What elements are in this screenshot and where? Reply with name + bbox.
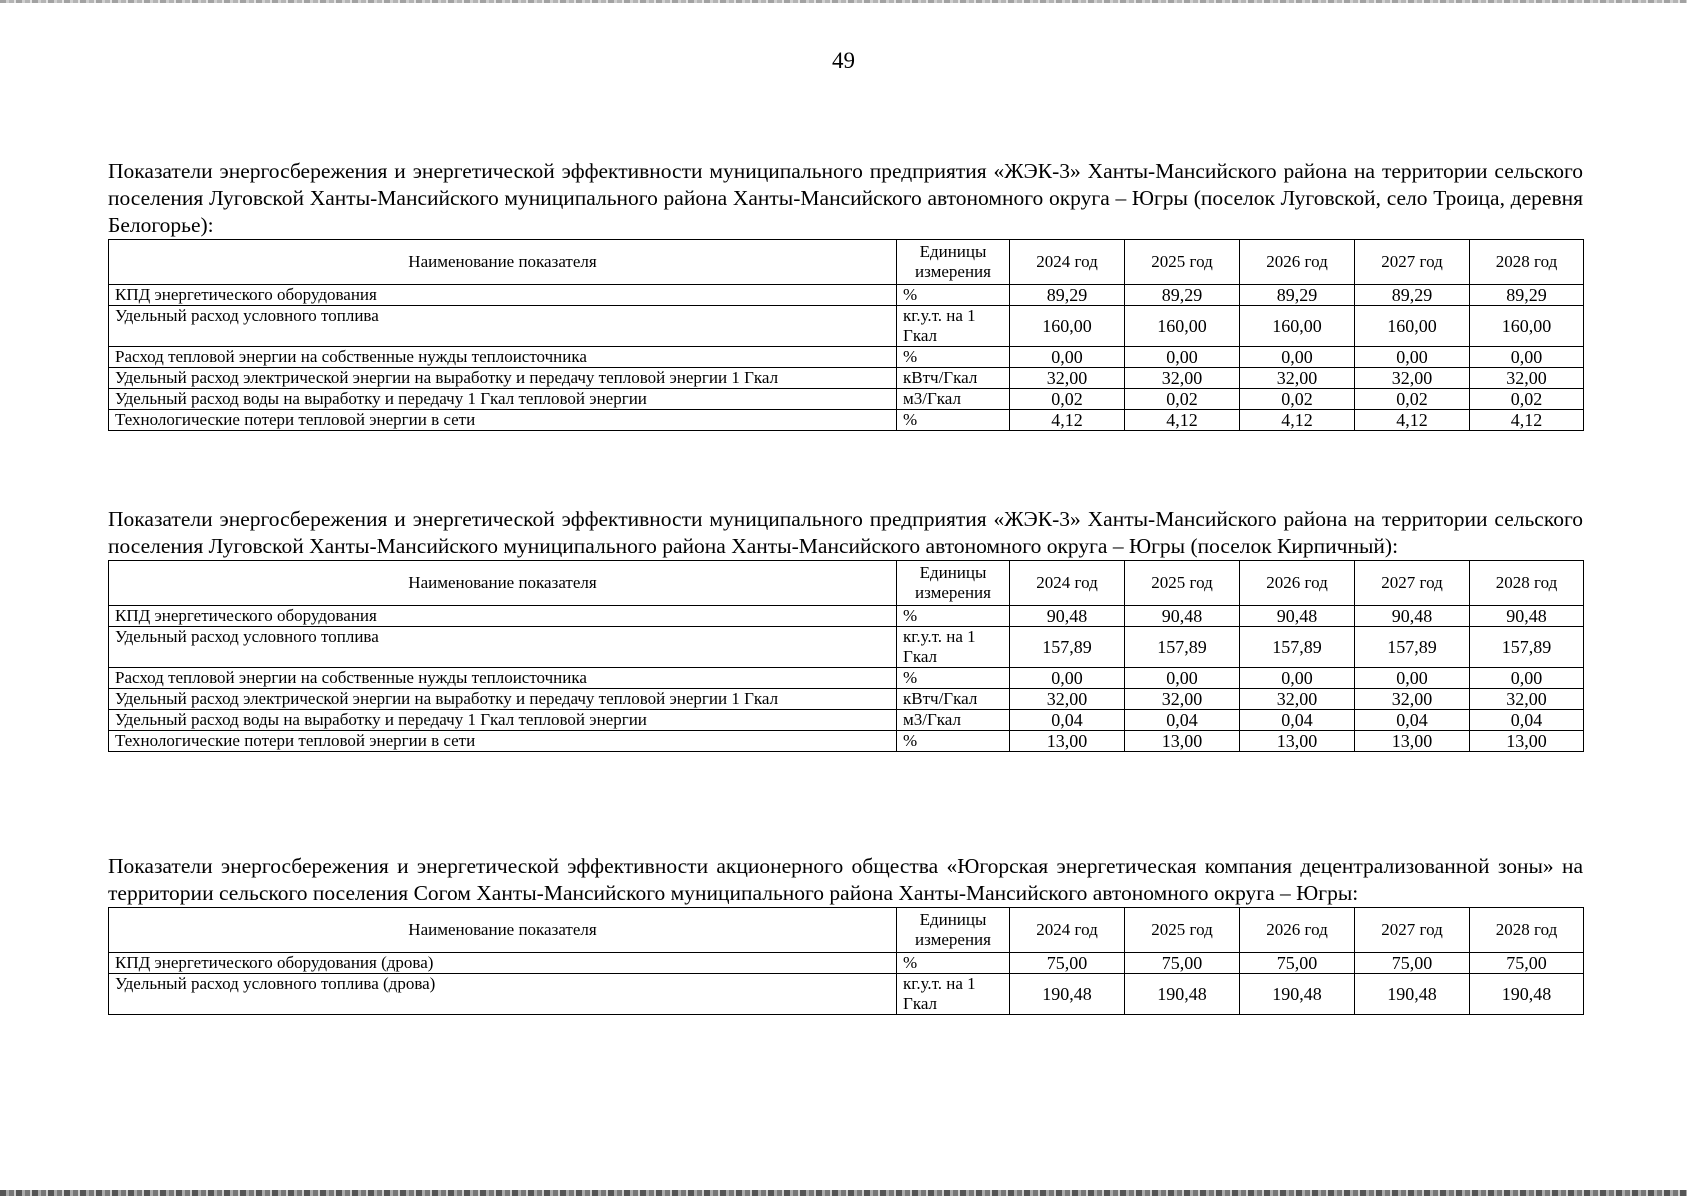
value-2024: 32,00	[1010, 689, 1125, 710]
value-2024: 32,00	[1010, 368, 1125, 389]
indicator-name: Удельный расход воды на выработку и передачу 1 Гкал тепловой энергии	[109, 710, 897, 731]
header-year: 2024 год	[1010, 908, 1125, 953]
value-2024: 0,04	[1010, 710, 1125, 731]
section-3	[108, 853, 1583, 1015]
table-row	[109, 731, 1584, 752]
indicator-name: КПД энергетического оборудования	[109, 606, 897, 627]
value-2028: 75,00	[1470, 953, 1584, 974]
section-caption: Показатели энергосбережения и энергетической эффективности муниципального предприятия «ЖЭК-3» Ханты-Мансийского района на территории сельского поселения Луговской Ханты-Мансийского муниципального района Ханты-Мансийского автономного округа – Югры (поселок Кирпичный):	[108, 507, 1583, 558]
header-year: 2024 год	[1010, 240, 1125, 285]
table-row	[109, 668, 1584, 689]
value-2026: 157,89	[1240, 627, 1355, 668]
value-2028: 32,00	[1470, 689, 1584, 710]
value-2026: 160,00	[1240, 306, 1355, 347]
indicator-name: Удельный расход условного топлива	[109, 306, 897, 347]
section-caption: Показатели энергосбережения и энергетической эффективности акционерного общества «Югорская энергетическая компания децентрализованной зоны» на территории сельского поселения Согом Ханты-Мансийского муниципального района Ханты-Мансийского автономного округа – Югры:	[108, 854, 1583, 905]
value-2026: 32,00	[1240, 689, 1355, 710]
value-2027: 160,00	[1355, 306, 1470, 347]
value-2024: 0,00	[1010, 347, 1125, 368]
value-2025: 190,48	[1125, 974, 1240, 1015]
table-row	[109, 410, 1584, 431]
header-name: Наименование показателя	[109, 561, 897, 606]
value-2026: 0,02	[1240, 389, 1355, 410]
indicator-name: Удельный расход условного топлива (дрова)	[109, 974, 897, 1015]
indicator-name: Технологические потери тепловой энергии в сети	[109, 731, 897, 752]
indicators-table	[108, 907, 1584, 1015]
value-2025: 0,02	[1125, 389, 1240, 410]
header-year: 2026 год	[1240, 240, 1355, 285]
value-2028: 0,02	[1470, 389, 1584, 410]
value-2028: 89,29	[1470, 285, 1584, 306]
indicator-unit: кВтч/Гкал	[897, 689, 1010, 710]
value-2027: 0,00	[1355, 347, 1470, 368]
page-number: 49	[832, 48, 855, 73]
value-2026: 0,04	[1240, 710, 1355, 731]
value-2027: 89,29	[1355, 285, 1470, 306]
value-2028: 13,00	[1470, 731, 1584, 752]
indicator-unit: %	[897, 731, 1010, 752]
table-row	[109, 368, 1584, 389]
value-2024: 157,89	[1010, 627, 1125, 668]
value-2026: 13,00	[1240, 731, 1355, 752]
indicator-name: Удельный расход электрической энергии на выработку и передачу тепловой энергии 1 Гкал	[109, 689, 897, 710]
header-unit: Единицы измерения	[897, 908, 1010, 953]
value-2027: 32,00	[1355, 368, 1470, 389]
indicator-unit: кг.у.т. на 1 Гкал	[897, 306, 1010, 347]
table-row	[109, 347, 1584, 368]
value-2025: 90,48	[1125, 606, 1240, 627]
indicator-unit: %	[897, 410, 1010, 431]
value-2028: 157,89	[1470, 627, 1584, 668]
header-year: 2027 год	[1355, 561, 1470, 606]
indicator-unit: %	[897, 285, 1010, 306]
indicator-unit: кг.у.т. на 1 Гкал	[897, 974, 1010, 1015]
value-2028: 0,04	[1470, 710, 1584, 731]
table-row	[109, 627, 1584, 668]
value-2026: 4,12	[1240, 410, 1355, 431]
value-2028: 0,00	[1470, 347, 1584, 368]
table-header-row	[109, 908, 1584, 953]
table-row	[109, 710, 1584, 731]
indicator-unit: кг.у.т. на 1 Гкал	[897, 627, 1010, 668]
header-name: Наименование показателя	[109, 240, 897, 285]
value-2025: 0,00	[1125, 668, 1240, 689]
header-year: 2026 год	[1240, 908, 1355, 953]
value-2025: 89,29	[1125, 285, 1240, 306]
table-row	[109, 953, 1584, 974]
value-2028: 32,00	[1470, 368, 1584, 389]
value-2024: 190,48	[1010, 974, 1125, 1015]
value-2024: 0,02	[1010, 389, 1125, 410]
table-header-row	[109, 561, 1584, 606]
value-2027: 0,04	[1355, 710, 1470, 731]
header-unit: Единицы измерения	[897, 240, 1010, 285]
indicator-unit: %	[897, 668, 1010, 689]
value-2028: 160,00	[1470, 306, 1584, 347]
header-year: 2028 год	[1470, 908, 1584, 953]
indicator-name: КПД энергетического оборудования	[109, 285, 897, 306]
value-2028: 90,48	[1470, 606, 1584, 627]
value-2024: 90,48	[1010, 606, 1125, 627]
indicator-name: Расход тепловой энергии на собственные нужды теплоисточника	[109, 668, 897, 689]
indicator-unit: %	[897, 953, 1010, 974]
header-year: 2025 год	[1125, 240, 1240, 285]
value-2028: 4,12	[1470, 410, 1584, 431]
indicator-name: Удельный расход воды на выработку и передачу 1 Гкал тепловой энергии	[109, 389, 897, 410]
header-year: 2025 год	[1125, 561, 1240, 606]
value-2027: 90,48	[1355, 606, 1470, 627]
value-2027: 157,89	[1355, 627, 1470, 668]
value-2027: 32,00	[1355, 689, 1470, 710]
indicator-name: КПД энергетического оборудования (дрова)	[109, 953, 897, 974]
value-2025: 32,00	[1125, 368, 1240, 389]
section-caption: Показатели энергосбережения и энергетической эффективности муниципального предприятия «ЖЭК-3» Ханты-Мансийского района на территории сельского поселения Луговской Ханты-Мансийского муниципального района Ханты-Мансийского автономного округа – Югры (поселок Луговской, село Троица, деревня Белогорье):	[108, 159, 1583, 237]
header-name: Наименование показателя	[109, 908, 897, 953]
indicator-name: Технологические потери тепловой энергии в сети	[109, 410, 897, 431]
table-row	[109, 389, 1584, 410]
value-2024: 75,00	[1010, 953, 1125, 974]
indicator-name: Удельный расход условного топлива	[109, 627, 897, 668]
value-2027: 0,02	[1355, 389, 1470, 410]
value-2025: 0,00	[1125, 347, 1240, 368]
indicators-table	[108, 239, 1584, 431]
scan-edge-top	[0, 0, 1687, 3]
value-2024: 160,00	[1010, 306, 1125, 347]
indicator-unit: %	[897, 347, 1010, 368]
value-2026: 89,29	[1240, 285, 1355, 306]
table-row	[109, 974, 1584, 1015]
indicator-unit: м3/Гкал	[897, 389, 1010, 410]
value-2027: 4,12	[1355, 410, 1470, 431]
section-2	[108, 506, 1583, 752]
indicator-unit: кВтч/Гкал	[897, 368, 1010, 389]
value-2026: 190,48	[1240, 974, 1355, 1015]
value-2025: 13,00	[1125, 731, 1240, 752]
indicator-name: Удельный расход электрической энергии на выработку и передачу тепловой энергии 1 Гкал	[109, 368, 897, 389]
value-2024: 4,12	[1010, 410, 1125, 431]
header-year: 2027 год	[1355, 908, 1470, 953]
header-unit: Единицы измерения	[897, 561, 1010, 606]
indicators-table	[108, 560, 1584, 752]
value-2025: 4,12	[1125, 410, 1240, 431]
indicator-unit: м3/Гкал	[897, 710, 1010, 731]
value-2025: 157,89	[1125, 627, 1240, 668]
value-2027: 13,00	[1355, 731, 1470, 752]
scan-edge-bottom	[0, 1190, 1687, 1196]
value-2027: 190,48	[1355, 974, 1470, 1015]
table-header-row	[109, 240, 1584, 285]
value-2025: 160,00	[1125, 306, 1240, 347]
header-year: 2027 год	[1355, 240, 1470, 285]
header-year: 2028 год	[1470, 240, 1584, 285]
value-2025: 32,00	[1125, 689, 1240, 710]
value-2024: 89,29	[1010, 285, 1125, 306]
value-2028: 190,48	[1470, 974, 1584, 1015]
header-year: 2024 год	[1010, 561, 1125, 606]
value-2027: 0,00	[1355, 668, 1470, 689]
indicator-unit: %	[897, 606, 1010, 627]
value-2026: 0,00	[1240, 668, 1355, 689]
value-2024: 0,00	[1010, 668, 1125, 689]
table-row	[109, 606, 1584, 627]
value-2026: 0,00	[1240, 347, 1355, 368]
header-year: 2028 год	[1470, 561, 1584, 606]
value-2025: 0,04	[1125, 710, 1240, 731]
section-1	[108, 158, 1583, 431]
value-2026: 75,00	[1240, 953, 1355, 974]
header-year: 2026 год	[1240, 561, 1355, 606]
value-2025: 75,00	[1125, 953, 1240, 974]
value-2026: 90,48	[1240, 606, 1355, 627]
value-2026: 32,00	[1240, 368, 1355, 389]
table-row	[109, 285, 1584, 306]
table-row	[109, 689, 1584, 710]
header-year: 2025 год	[1125, 908, 1240, 953]
value-2027: 75,00	[1355, 953, 1470, 974]
value-2028: 0,00	[1470, 668, 1584, 689]
table-row	[109, 306, 1584, 347]
value-2024: 13,00	[1010, 731, 1125, 752]
indicator-name: Расход тепловой энергии на собственные нужды теплоисточника	[109, 347, 897, 368]
